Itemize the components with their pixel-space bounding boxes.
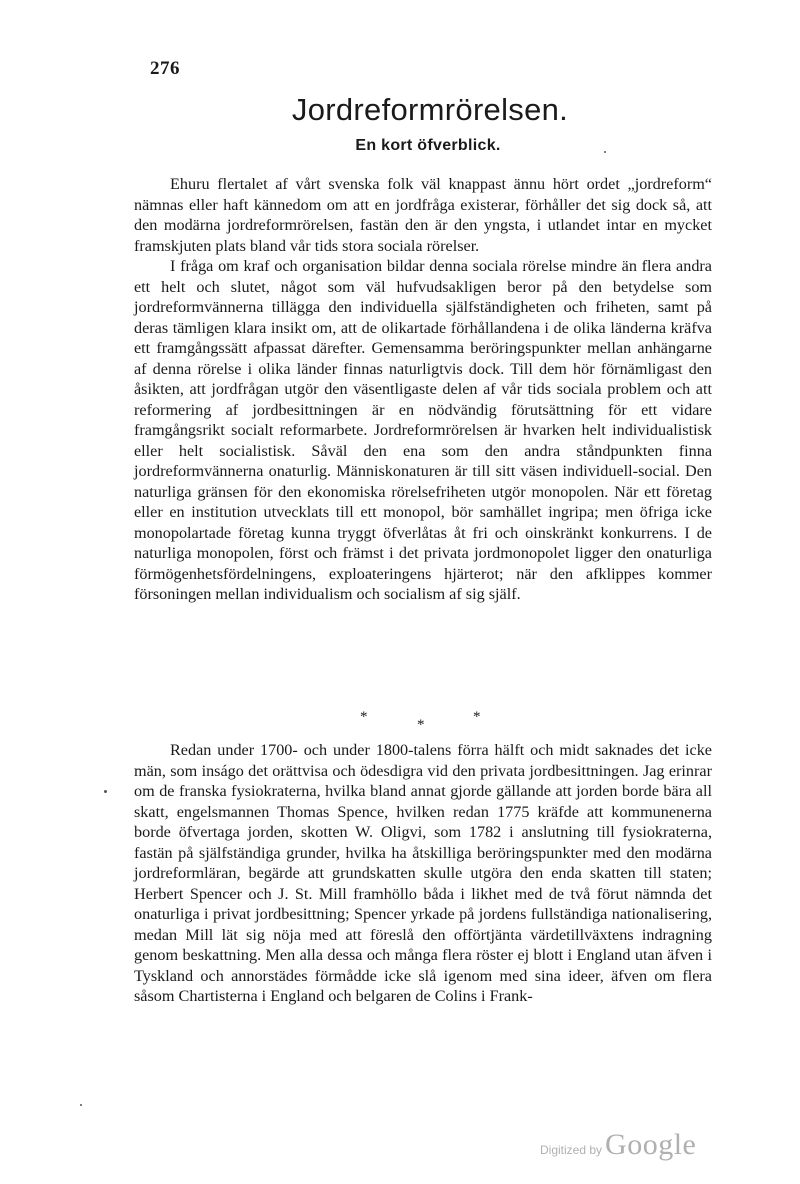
scan-speck xyxy=(104,790,107,793)
page-number: 276 xyxy=(150,58,180,79)
page-title: Jordreformrörelsen. xyxy=(291,92,569,127)
section-history xyxy=(134,740,712,1007)
paragraph-1: Ehuru flertalet af vårt svenska folk väl knappast ännu hört ordet „jordreform“ nämnas eller haft kännedom om att en jordfråga existerar, förhåller det sig dock så, att den modärna jordreformrörelsen, fastän den är den yngsta, i utlandet intar en mycket framskjuten plats bland vår tids stora sociala rörelser. xyxy=(134,175,712,255)
scan-speck xyxy=(604,151,606,153)
scan-speck xyxy=(80,1104,82,1106)
separator-asterisk: * xyxy=(417,717,425,733)
separator-asterisk: * xyxy=(473,709,481,725)
paragraph-3: Redan under 1700- och under 1800-talens förra hälft och midt saknades det icke män, som inságo det orättvisa och ödesdigra vid den privata jordbesittningen. Jag erinrar om de franska fysiokraterna, hvilka bland annat gjorde gällande att jorden borde bära all skatt, engelsmannen Thomas Spence, hvilken redan 1775 kräfde att kommunenerna borde öfvertaga jorden, skotten W. Oligvi, som 1782 i anslutning till fysiokraterna, fastän på själfständiga grunder, hvilka ha åtskilliga beröringspunkter med den modärna jordreformläran, begärde att grundskatten skulle utgöra den enda skatten till staten; Herbert Spencer och J. St. Mill framhöllo båda i likhet med de två förut nämnda det onaturliga i privat jordbesittning; Spencer yrkade på jordens fullständiga nationalisering, medan Mill lät sig nöja med att föreslå den offörtjänta värdetillväxtens indragning genom beskattning. Men alla dessa och många flera röster ej blott i England utan äfven i Tyskland och annorstädes förmådde icke slå igenom med sina ideer, äfven om flera såsom Chartisterna i England och belgaren de Colins i Frank- xyxy=(134,741,712,1005)
google-logo: Google xyxy=(605,1128,697,1161)
section-intro xyxy=(134,174,712,605)
section-separator xyxy=(355,709,495,733)
separator-asterisk: * xyxy=(360,709,368,725)
watermark-prefix: Digitized by xyxy=(540,1143,603,1157)
digitized-by-google-watermark xyxy=(540,1128,696,1162)
paragraph-2: I fråga om kraf och organisation bildar denna sociala rörelse mindre än flera andra ett helt och slutet, något som väl hufvudsakligen beror på den betydelse som jordreformvännerna tillägga den individuella själfständigheten och friheten, samt på deras tämligen klara insikt om, att de olikartade förhållandena i de olika länderna kräfva ett framgångssätt afpassat därefter. Gemensamma beröringspunkter mellan anhängarne af denna rörelse i olika länder finnas naturligtvis dock. Till dem hör förnämligast den åsikten, att jordfrågan utgör den väsentligaste delen af vår tids sociala problem och att reformering af jordbesittningen är en nödvändig förutsättning för ett vidare framgångsrikt socialt reformarbete. Jordreformrörelsen är hvarken helt individualistisk eller helt socialistisk. Såväl den ena som den andra ståndpunkten finna jordreformvännerna onaturlig. Människonaturen är till sitt väsen individuell-social. Den naturliga gränsen för den ekonomiska rörelsefriheten utgör monopolen. När ett företag eller en institution utvecklats till ett monopol, bör samhället ingripa; men öfriga icke monopolartade företag kunna tryggt öfverlåtas åt fri och oinskränkt konkurrens. I de naturliga monopolen, först och främst i det privata jordmonopolet ligger den onaturliga förmögenhetsfördelningens, exploateringens hjärterot; när den afklippes kommer försoningen mellan individualism och socialism af sig själf. xyxy=(134,257,712,603)
page-subtitle: En kort öfverblick. xyxy=(355,137,501,154)
